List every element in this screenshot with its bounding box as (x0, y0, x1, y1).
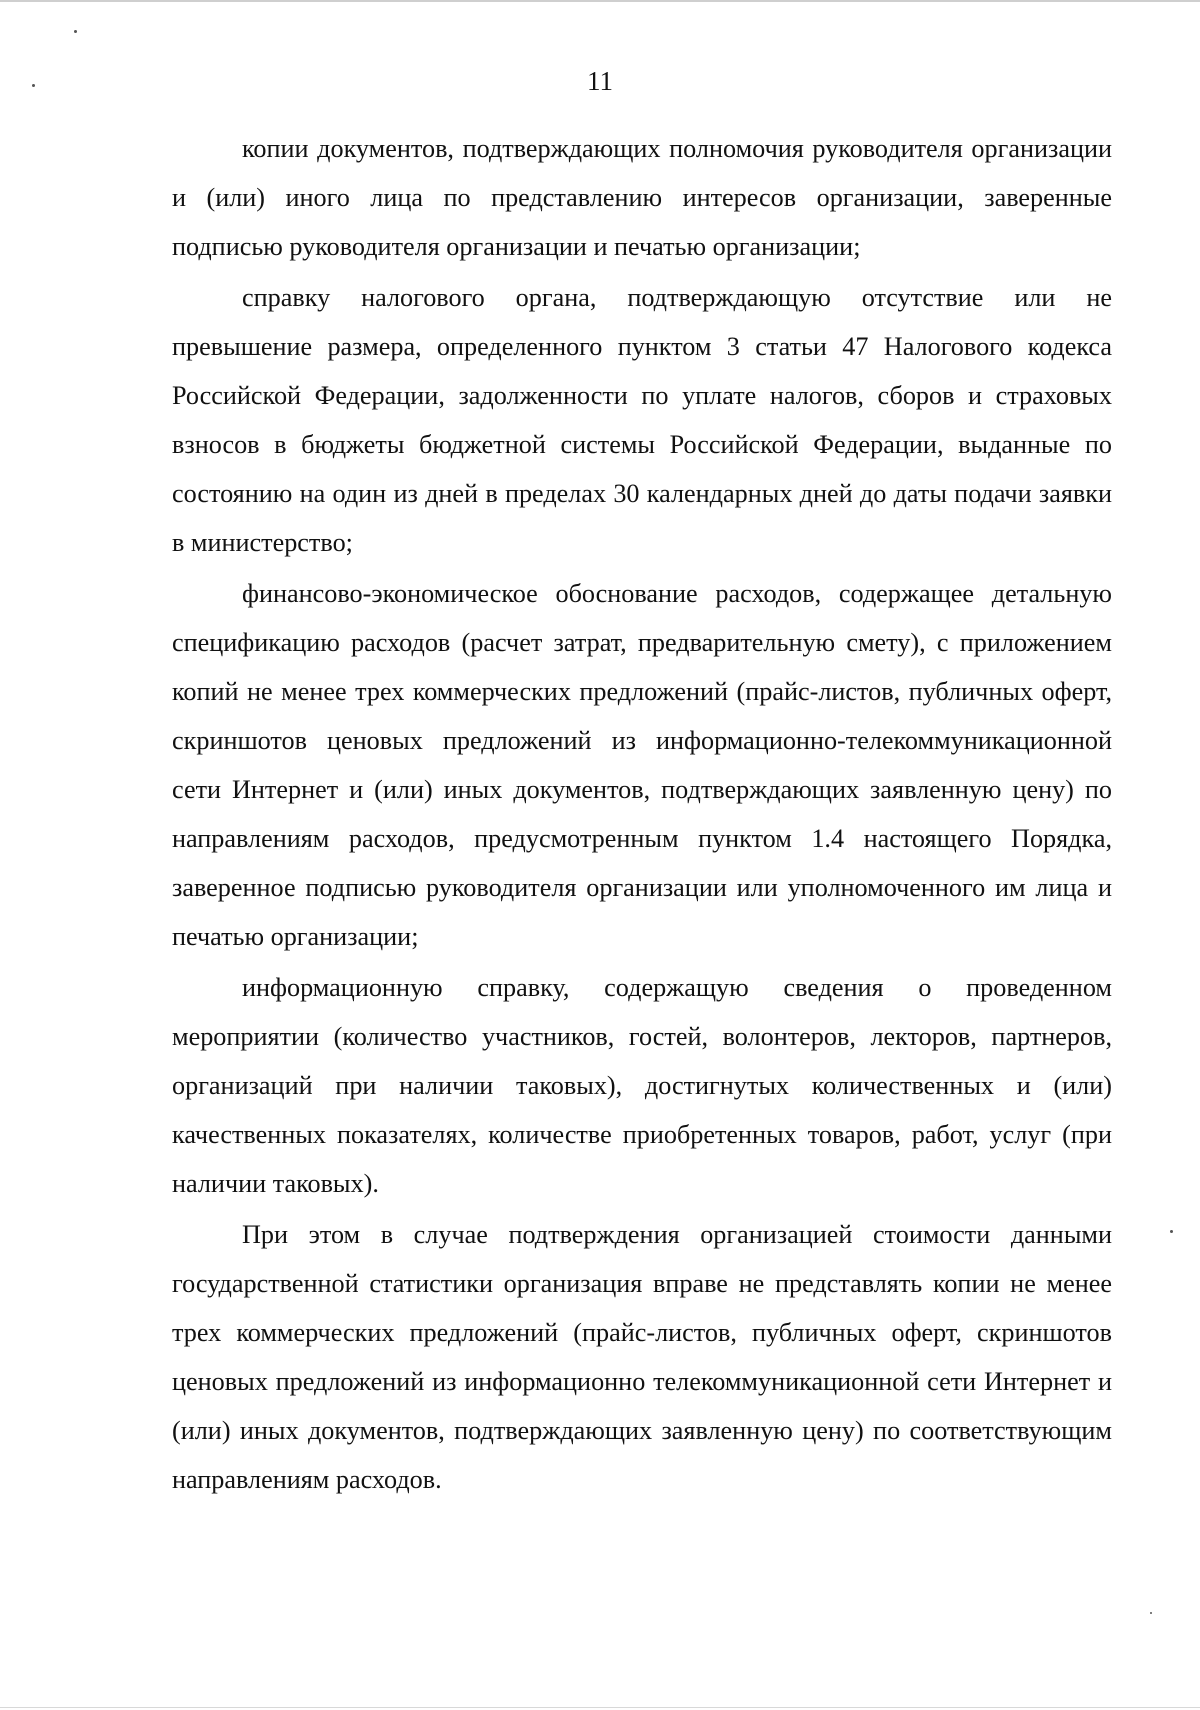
scan-speck (74, 30, 77, 33)
scan-speck (1150, 1612, 1152, 1614)
scan-speck (1170, 1230, 1173, 1233)
paragraph-2: справку налогового органа, подтверждающую отсутствие или не превышение размера, определенного пунктом 3 статьи 47 Налогового кодекса Российской Федерации, задолженности по уплате налогов, сборов и страховых взносов в бюджеты бюджетной системы Российской Федерации, выданные по состоянию на один из дней в пределах 30 календарных дней до даты подачи заявки в министерство; (172, 283, 1112, 557)
scan-bottom-edge (0, 1707, 1200, 1708)
scan-top-edge (0, 0, 1200, 2)
paragraph-4: информационную справку, содержащую сведения о проведенном мероприятии (количество участников, гостей, волонтеров, лекторов, партнеров, организаций при наличии таковых), достигнутых количественных и (или) качественных показателях, количестве приобретенных товаров, работ, услуг (при наличии таковых). (172, 973, 1112, 1198)
paragraph-5: При этом в случае подтверждения организацией стоимости данными государственной статистики организация вправе не представлять копии не менее трех коммерческих предложений (прайс-листов, публичных оферт, скриншотов ценовых предложений из информационно телекоммуникационной сети Интернет и (или) иных документов, подтверждающих заявленную цену) по соответствующим направлениям расходов. (172, 1220, 1112, 1494)
paragraph-3: финансово-экономическое обоснование расходов, содержащее детальную спецификацию расходов (расчет затрат, предварительную смету), с приложением копий не менее трех коммерческих предложений (прайс-листов, публичных оферт, скриншотов ценовых предложений из информационно-телекоммуникационной сети Интернет и (или) иных документов, подтверждающих заявленную цену) по направлениям расходов, предусмотренным пунктом 1.4 настоящего Порядка, заверенное подписью руководителя организации или уполномоченного им лица и печатью организации; (172, 579, 1112, 951)
paragraph-1: копии документов, подтверждающих полномочия руководителя организации и (или) иного лица по представлению интересов организации, заверенные подписью руководителя организации и печатью организации; (172, 134, 1112, 261)
document-body (172, 124, 1112, 1504)
page-number: 11 (587, 66, 613, 96)
